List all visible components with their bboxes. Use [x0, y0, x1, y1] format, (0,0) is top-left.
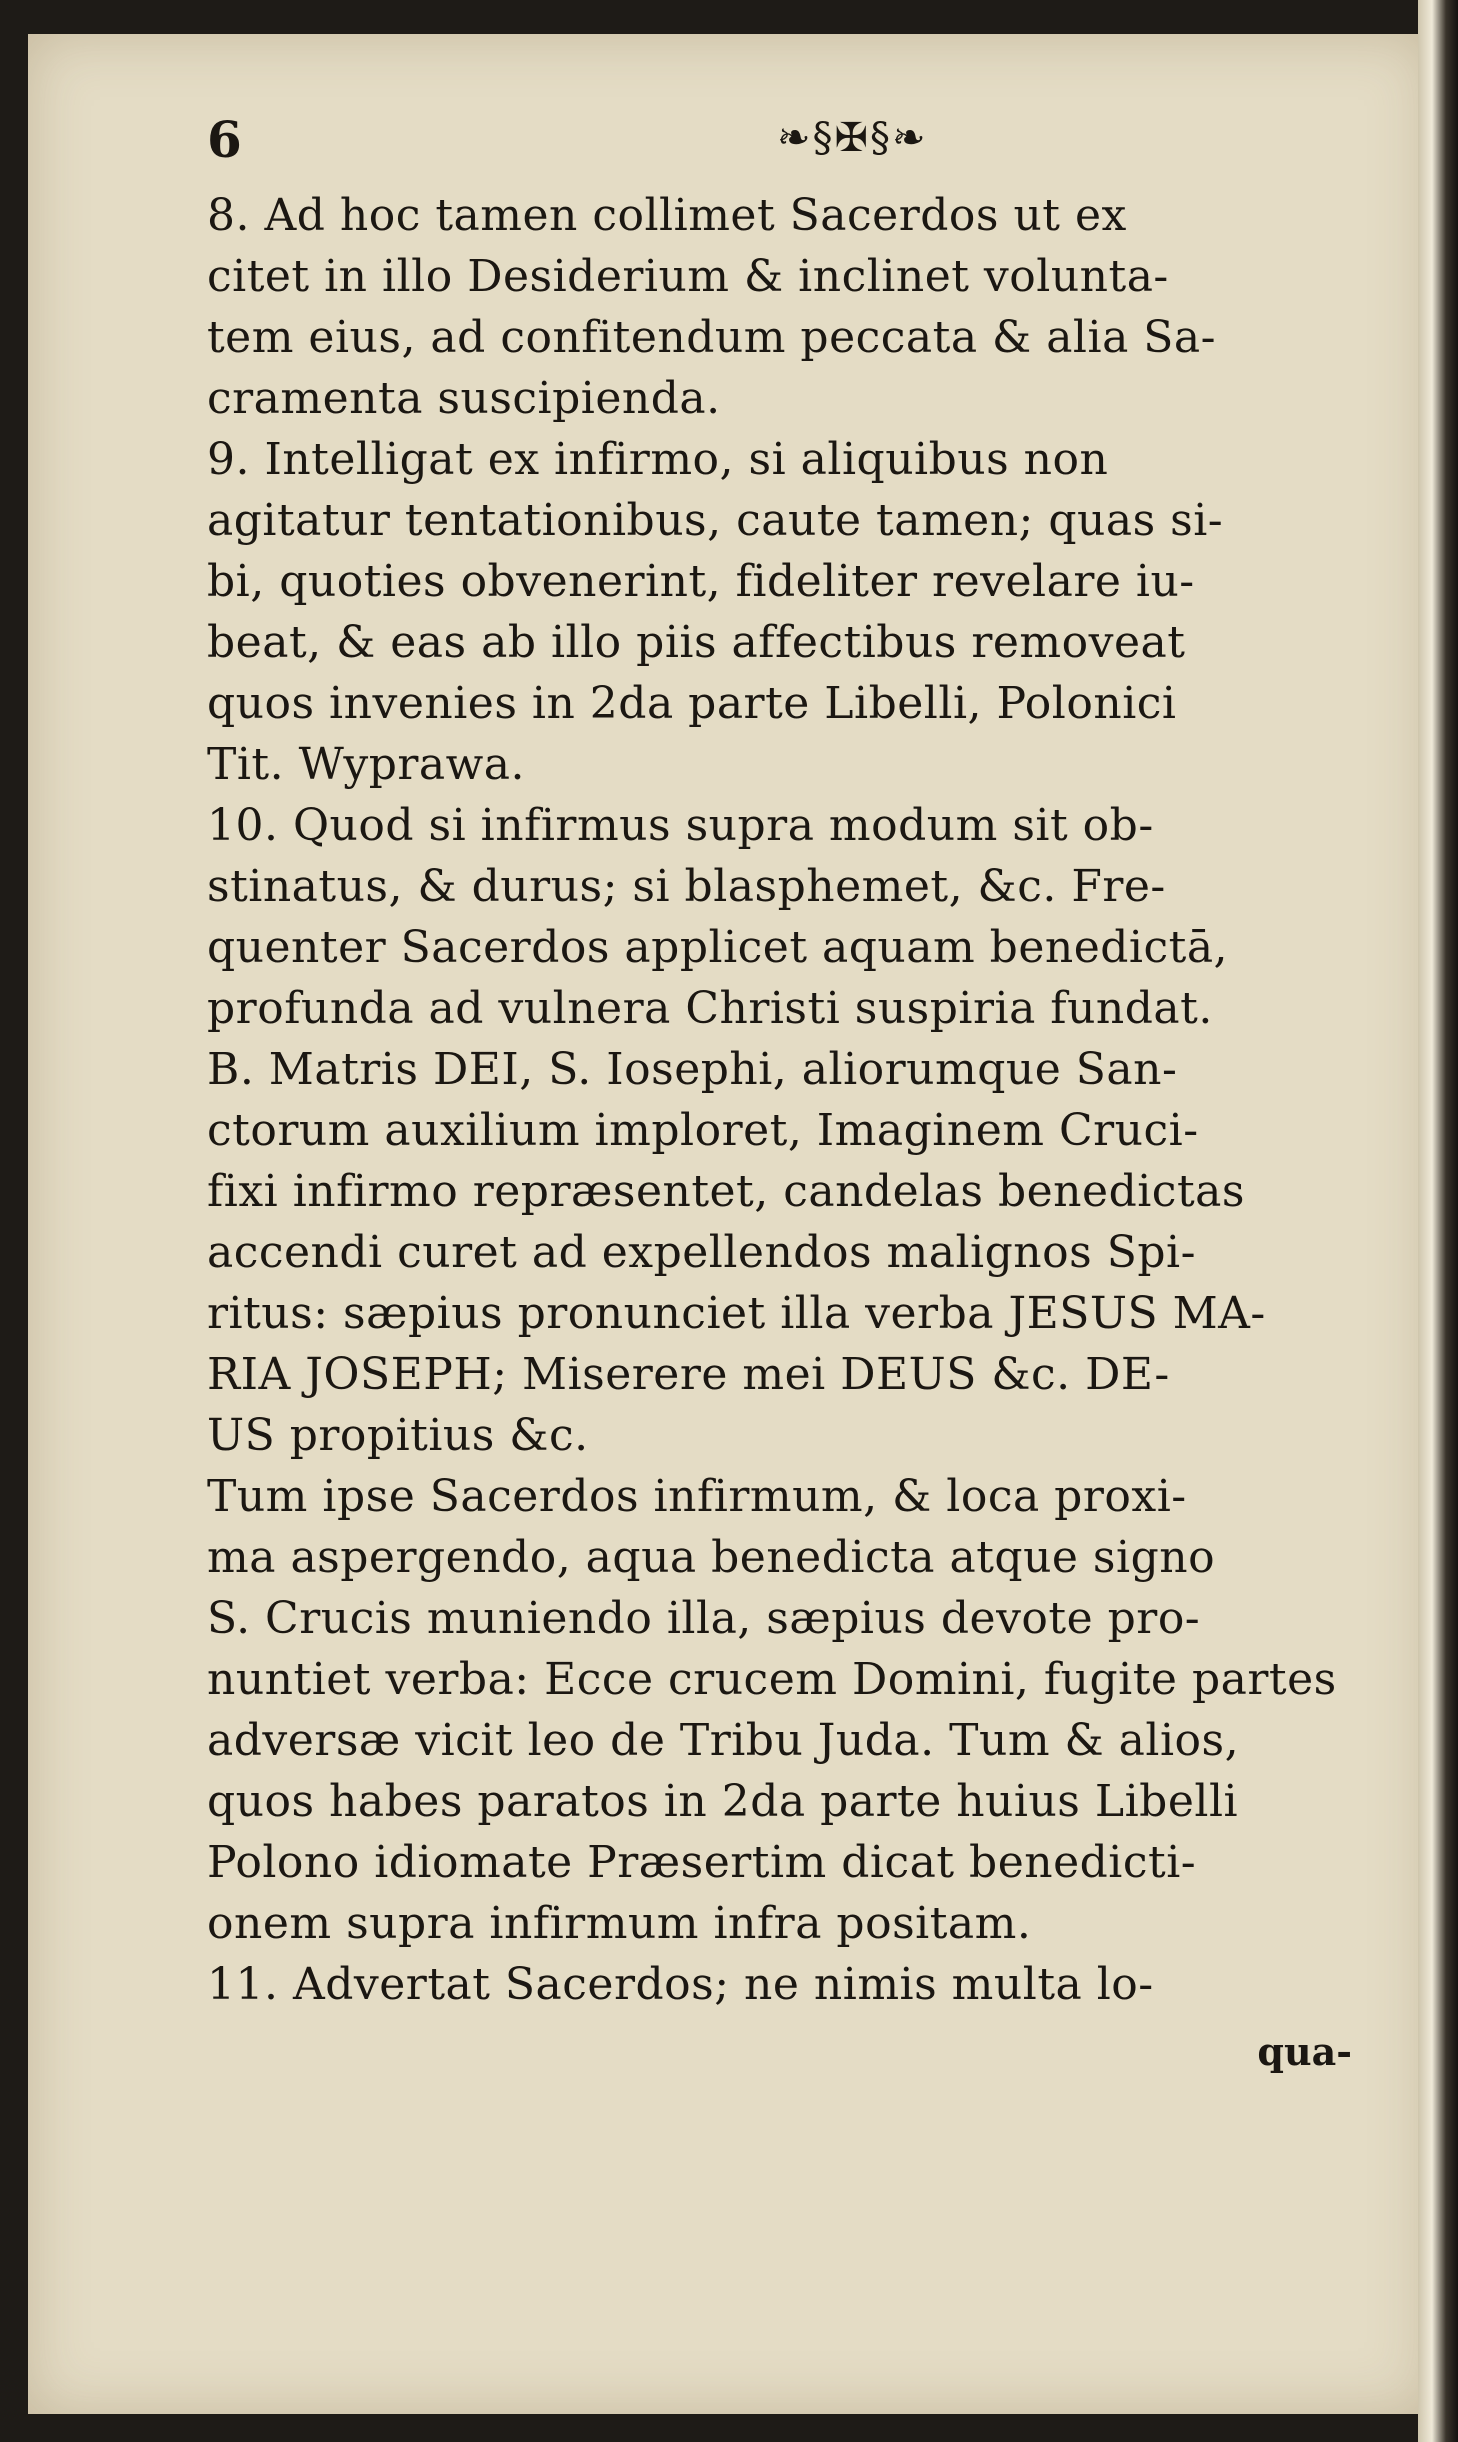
page-edge [1418, 0, 1458, 2442]
text-line: stinatus, & durus; si blasphemet, &c. Fre- [207, 861, 1166, 912]
text-line: tem eius, ad confitendum peccata & alia Sa- [207, 312, 1217, 363]
catchword: qua- [1257, 2029, 1352, 2074]
text-line: profunda ad vulnera Christi suspiria fundat. [207, 983, 1213, 1034]
page-number: 6 [207, 110, 242, 169]
text-line: onem supra infirmum infra positam. [207, 1898, 1032, 1949]
text-line: adversæ vicit leo de Tribu Juda. Tum & alios, [207, 1715, 1240, 1766]
text-line: beat, & eas ab illo piis affectibus removeat [207, 617, 1186, 668]
text-line: 9. Intelligat ex infirmo, si aliquibus non [207, 434, 1109, 485]
text-line: US propitius &c. [207, 1410, 589, 1461]
header-ornament: ❧§✠§❧ [777, 115, 928, 161]
text-line: quenter Sacerdos applicet aquam benedictā, [207, 922, 1229, 973]
page-header [207, 110, 1407, 185]
text-line: quos invenies in 2da parte Libelli, Polonici [207, 678, 1177, 729]
text-line: agitatur tentationibus, caute tamen; quas si- [207, 495, 1224, 546]
text-line: Polono idiomate Præsertim dicat benedicti- [207, 1837, 1197, 1888]
text-line: Tit. Wyprawa. [207, 739, 526, 790]
text-line: 10. Quod si infirmus supra modum sit ob- [207, 800, 1154, 851]
text-line: quos habes paratos in 2da parte huius Libelli [207, 1776, 1239, 1827]
text-line: S. Crucis muniendo illa, sæpius devote pro- [207, 1593, 1201, 1644]
text-line: 11. Advertat Sacerdos; ne nimis multa lo- [207, 1959, 1154, 2010]
text-line: B. Matris DEI, S. Iosephi, aliorumque San- [207, 1044, 1178, 1095]
text-line: citet in illo Desiderium & inclinet volunta- [207, 251, 1169, 302]
page-text [207, 110, 1407, 2074]
text-line: RIA JOSEPH; Miserere mei DEUS &c. DE- [207, 1349, 1170, 1400]
text-line: cramenta suscipienda. [207, 373, 721, 424]
text-line: fixi infirmo repræsentet, candelas benedictas [207, 1166, 1245, 1217]
text-line: 8. Ad hoc tamen collimet Sacerdos ut ex [207, 190, 1127, 241]
text-line: accendi curet ad expellendos malignos Spi- [207, 1227, 1196, 1278]
text-line: Tum ipse Sacerdos infirmum, & loca proxi- [207, 1471, 1187, 1522]
text-line: ma aspergendo, aqua benedicta atque signo [207, 1532, 1216, 1583]
text-line: ctorum auxilium imploret, Imaginem Cruci- [207, 1105, 1199, 1156]
text-line: ritus: sæpius pronunciet illa verba JESUS MA- [207, 1288, 1266, 1339]
text-line: bi, quoties obvenerint, fideliter revelare iu- [207, 556, 1195, 607]
text-line: nuntiet verba: Ecce crucem Domini, fugite partes [207, 1654, 1337, 1705]
